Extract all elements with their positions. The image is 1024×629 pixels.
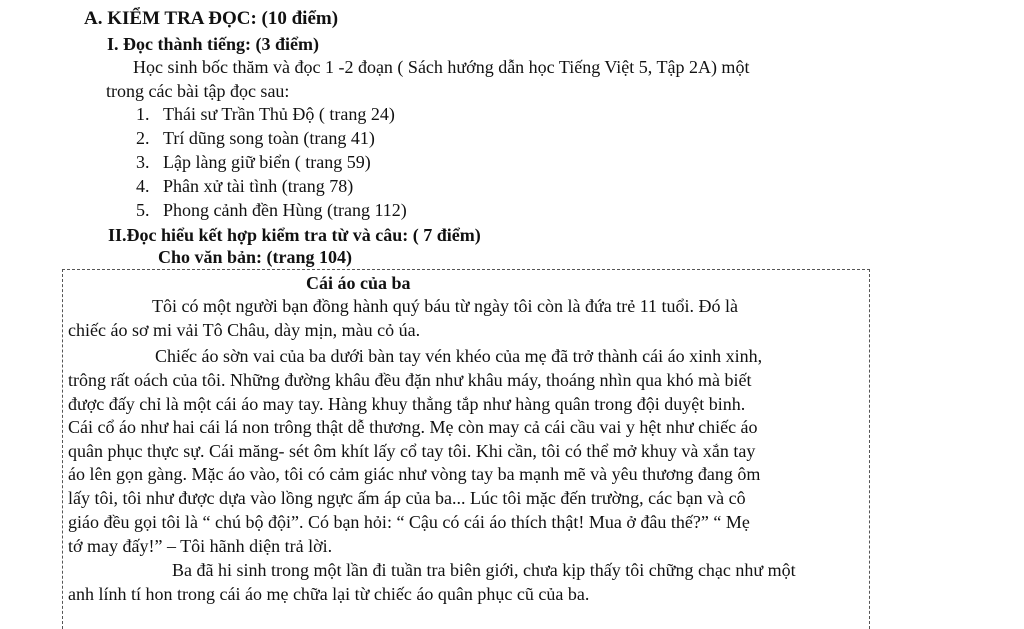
section-a-heading: A. KIỂM TRA ĐỌC: (10 điểm) [84, 8, 339, 29]
section-i-heading: I. Đọc thành tiếng: (3 điểm) [107, 34, 319, 54]
list-text: Thái sư Trần Thủ Độ ( trang 24) [163, 104, 395, 124]
passage-line: giáo đều gọi tôi là “ chú bộ đội”. Có bạn hỏi: “ Cậu có cái áo thích thật! Mua ở đâu thế?” “ Mẹ [68, 512, 750, 532]
passage-line: Ba đã hi sinh trong một lần đi tuần tra biên giới, chưa kịp thấy tôi chững chạc như một [172, 560, 796, 580]
passage-line: áo lên gọn gàng. Mặc áo vào, tôi có cảm giác như vòng tay ba mạnh mẽ và yêu thương đang ôm [68, 464, 761, 484]
passage-line: lấy tôi, tôi như được dựa vào lồng ngực ấm áp của ba... Lúc tôi mặc đến trường, các bạn và cô [68, 488, 746, 508]
reading-list-item [136, 127, 375, 149]
list-text: Lập làng giữ biển ( trang 59) [163, 152, 371, 172]
reading-list-item [136, 151, 371, 173]
list-number: 5. [136, 200, 150, 220]
list-text: Phong cảnh đền Hùng (trang 112) [163, 200, 407, 220]
list-number: 1. [136, 104, 150, 124]
list-text: Trí dũng song toàn (trang 41) [163, 128, 375, 148]
passage-line: trông rất oách của tôi. Những đường khâu đều đặn như khâu máy, thoáng nhìn qua khó mà biết [68, 370, 752, 390]
reading-list-item [136, 103, 395, 125]
passage-line: Tôi có một người bạn đồng hành quý báu từ ngày tôi còn là đứa trẻ 11 tuổi. Đó là [152, 296, 739, 316]
list-number: 3. [136, 152, 150, 172]
passage-line: Chiếc áo sờn vai của ba dưới bàn tay vén khéo của mẹ đã trở thành cái áo xinh xinh, [155, 346, 763, 366]
list-text: Phân xử tài tình (trang 78) [163, 176, 354, 196]
section-ii-heading: II.Đọc hiểu kết hợp kiểm tra từ và câu: ( 7 điểm) [108, 225, 481, 245]
reading-list-item [136, 199, 407, 221]
given-text-label: Cho văn bản: (trang 104) [158, 247, 353, 267]
passage-line: chiếc áo sơ mi vải Tô Châu, dày mịn, màu cỏ úa. [68, 320, 421, 340]
passage-title: Cái áo của ba [306, 273, 411, 293]
passage-line: tớ may đấy!” – Tôi hãnh diện trả lời. [68, 536, 333, 556]
passage-line: được đấy chỉ là một cái áo may tay. Hàng khuy thẳng tắp như hàng quân trong đội duyệt binh. [68, 394, 746, 414]
intro-line-2: trong các bài tập đọc sau: [106, 81, 290, 101]
passage-line: anh lính tí hon trong cái áo mẹ chữa lại từ chiếc áo quân phục cũ của ba. [68, 584, 590, 604]
reading-list-item [136, 175, 353, 197]
passage-line: quân phục thực sự. Cái măng- sét ôm khít lấy cổ tay tôi. Khi cần, tôi có thể mở khuy và xắn tay [68, 441, 756, 461]
list-number: 2. [136, 128, 150, 148]
list-number: 4. [136, 176, 150, 196]
intro-line-1: Học sinh bốc thăm và đọc 1 -2 đoạn ( Sách hướng dẫn học Tiếng Việt 5, Tập 2A) một [133, 57, 750, 77]
passage-line: Cái cổ áo như hai cái lá non trông thật dễ thương. Mẹ còn may cả cái cầu vai y hệt như chiếc áo [68, 417, 758, 437]
